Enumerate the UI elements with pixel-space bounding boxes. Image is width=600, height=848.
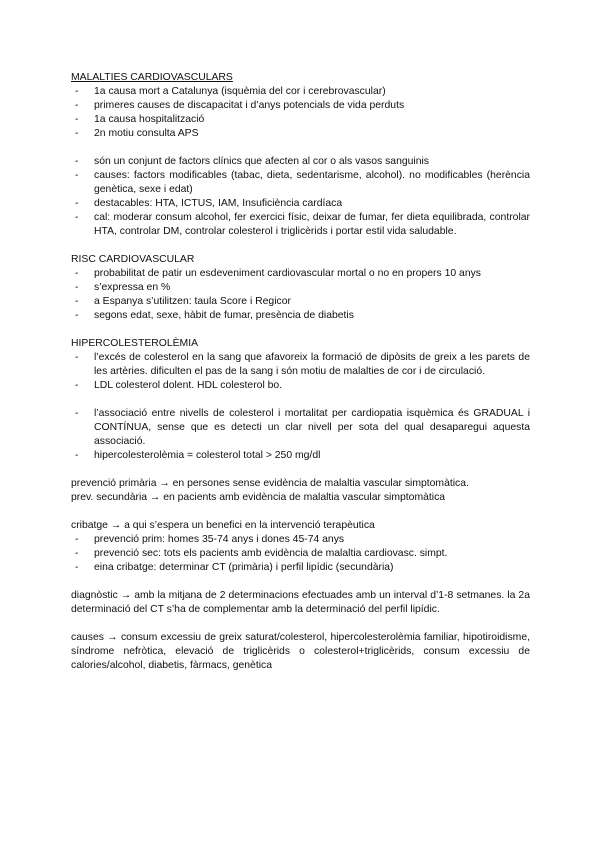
section-title-risc: RISC CARDIOVASCULAR bbox=[71, 254, 195, 265]
diagnostic-paragraph: diagnòstic → amb la mitjana de 2 determinacions efectuades amb un interval d’1-8 setmanes. la 2a determinació del CT s’ha de complementar amb la determinació del perfil lipídic. bbox=[71, 590, 530, 615]
document-content bbox=[71, 71, 530, 673]
prevencio-primaria: prevenció primària → en persones sense evidència de malaltia vascular simptomàtica. bbox=[71, 478, 469, 489]
list-item: - causes: factors modificables (tabac, dieta, sedentarisme, alcohol). no modificables (herència genètica, sexe i edat) bbox=[71, 169, 530, 197]
list-item: - primeres causes de discapacitat i d’anys potencials de vida perduts bbox=[71, 99, 530, 113]
list-hiper-b bbox=[71, 407, 530, 463]
list-item: - 1a causa mort a Catalunya (isquèmia del cor i cerebrovascular) bbox=[71, 85, 530, 99]
section-title-hipercolesterolemia: HIPERCOLESTEROLÈMIA bbox=[71, 338, 199, 349]
list-malalties-b bbox=[71, 155, 530, 239]
list-item: - l’associació entre nivells de colesterol i mortalitat per cardiopatia isquèmica és GRADUAL i CONTÍNUA, sense que es detecti un clar nivell per sota del qual desaparegui aquesta associació. bbox=[71, 407, 530, 449]
list-hiper-a bbox=[71, 351, 530, 393]
list-risc bbox=[71, 267, 530, 323]
list-item: - LDL colesterol dolent. HDL colesterol bo. bbox=[71, 379, 530, 393]
list-item: - 1a causa hospitalització bbox=[71, 113, 530, 127]
causes-paragraph: causes → consum excessiu de greix saturat/colesterol, hipercolesterolèmia familiar, hipotiroidisme, síndrome nefròtica, elevació de triglicèrids o colesterol+triglicèrids, consum excessiu de calories/alcohol, diabetis, fàrmacs, genètica bbox=[71, 632, 530, 671]
prevencio-secundaria: prev. secundària → en pacients amb evidència de malaltia vascular simptomàtica bbox=[71, 492, 446, 503]
cribatge-intro: cribatge → a qui s’espera un benefici en la intervenció terapèutica bbox=[71, 520, 375, 531]
list-item: - probabilitat de patir un esdeveniment cardiovascular mortal o no en propers 10 anys bbox=[71, 267, 530, 281]
list-item: - prevenció sec: tots els pacients amb evidència de malaltia cardiovasc. simpt. bbox=[71, 547, 530, 561]
list-item: - prevenció prim: homes 35-74 anys i dones 45-74 anys bbox=[71, 533, 530, 547]
section-title-malalties: MALALTIES CARDIOVASCULARS bbox=[71, 72, 233, 83]
list-item: - són un conjunt de factors clínics que afecten al cor o als vasos sanguinis bbox=[71, 155, 530, 169]
list-item: - eina cribatge: determinar CT (primària) i perfil lipídic (secundària) bbox=[71, 561, 530, 575]
list-item: - 2n motiu consulta APS bbox=[71, 127, 530, 141]
list-item: - segons edat, sexe, hàbit de fumar, presència de diabetis bbox=[71, 309, 530, 323]
list-item: - l’excés de colesterol en la sang que afavoreix la formació de dipòsits de greix a les parets de les artèries. dificulten el pas de la sang i són motiu de malalties de cor i de circulació. bbox=[71, 351, 530, 379]
list-item: - cal: moderar consum alcohol, fer exercici físic, deixar de fumar, fer dieta equilibrada, controlar HTA, controlar DM, controlar colesterol i triglicèrids i portar estil vida saludable. bbox=[71, 211, 530, 239]
list-item: - destacables: HTA, ICTUS, IAM, Insuficiència cardíaca bbox=[71, 197, 530, 211]
list-item: - a Espanya s’utilitzen: taula Score i Regicor bbox=[71, 295, 530, 309]
list-item: - hipercolesterolèmia = colesterol total > 250 mg/dl bbox=[71, 449, 530, 463]
list-cribatge bbox=[71, 533, 530, 575]
list-item: - s’expressa en % bbox=[71, 281, 530, 295]
list-malalties-a bbox=[71, 85, 530, 141]
